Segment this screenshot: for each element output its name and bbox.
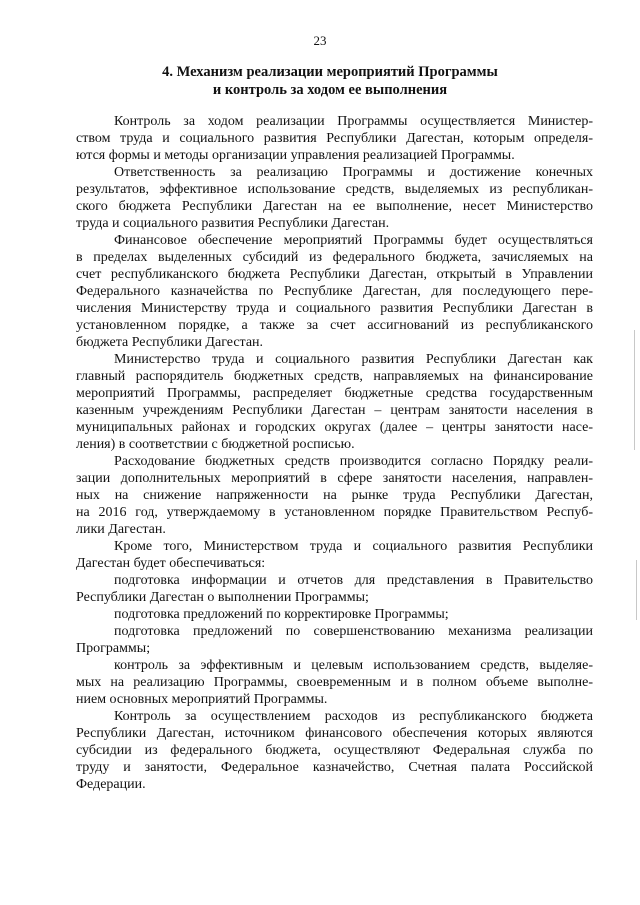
paragraph [76,657,593,708]
paragraph-line: Кроме того, Министерством труда и социального развития Республики [114,539,593,554]
paragraph [76,164,593,232]
paragraph-line: труда и социального развития Республики Дагестан. [76,216,390,231]
paragraph-line: Республики Дагестан, источником финансового обеспечения которых являются [76,726,593,741]
paragraph-line: ются формы и методы организации управления реализацией Программы. [76,148,515,163]
paragraph-line: Федерального казначейства по Республике Дагестан, для последующего пере- [76,284,593,299]
section-heading-line-1: 4. Механизм реализации мероприятий Программы [162,64,498,80]
paragraph-line: Дагестан будет обеспечиваться: [76,556,266,571]
paragraph-line: бюджета Республики Дагестан. [76,335,264,350]
paragraph-line: контроль за эффективным и целевым использованием средств, выделяе- [114,658,593,673]
paragraph-line: результатов, эффективное использование средств, выделяемых из республикан- [76,182,593,197]
paragraph-line: муниципальных районах и городских округах (далее – центры занятости насе- [76,420,593,435]
paragraph-line: Ответственность за реализацию Программы и достижение конечных [114,165,593,180]
body-text [76,113,593,793]
paragraph [76,351,593,453]
paragraph-line: ского бюджета Республики Дагестан на ее выполнение, несет Министерство [76,199,593,214]
paragraph-line: лики Дагестан. [76,522,166,537]
paragraph-line: ством труда и социального развития Республики Дагестан, которым определя- [76,131,593,146]
paragraph-line: подготовка информации и отчетов для представления в Правительство [114,573,593,588]
section-heading-line-2: и контроль за ходом ее выполнения [212,82,448,98]
paragraph-line: казенным учреждениям Республики Дагестан – центрам занятости населения в [76,403,593,418]
section-heading [60,63,600,99]
paragraph-line: Программы; [76,641,151,656]
paragraph [76,232,593,351]
paragraph-line: главный распорядитель бюджетных средств, направляемых на финансирование [76,369,593,384]
paragraph-line: Федерации. [76,777,146,792]
paragraph-line: Министерство труда и социального развития Республики Дагестан как [114,352,593,367]
paragraph-line: на 2016 год, утверждаемому в установленном порядке Правительством Респуб- [76,505,593,520]
paragraph-line: счет республиканского бюджета Республики Дагестан, открытый в Управлении [76,267,593,282]
paragraph-line: установленном порядке, а также за счет ассигнований из республиканского [76,318,593,333]
paragraph-line: мых на реализацию Программы, своевременным и в полном объеме выполне- [76,675,593,690]
page-number: 23 [313,33,327,48]
scan-edge-mark [636,560,637,620]
paragraph-line: Расходование бюджетных средств производится согласно Порядку реали- [114,454,593,469]
paragraph-line: мероприятий Программы, распределяет бюджетные средства государственным [76,386,593,401]
paragraph-line: Контроль за осуществлением расходов из республиканского бюджета [114,709,593,724]
paragraph [76,572,593,606]
paragraph [76,113,593,164]
paragraph-line: нием основных мероприятий Программы. [76,692,328,707]
paragraph [76,538,593,572]
paragraph-line: в пределах выделенных субсидий из федерального бюджета, зачисляемых на [76,250,593,265]
paragraph-line: субсидии из федерального бюджета, осуществляют Федеральная служба по [76,743,593,758]
paragraph-line: Финансовое обеспечение мероприятий Программы будет осуществляться [114,233,593,248]
paragraph [76,708,593,793]
paragraph-line: ных на снижение напряженности на рынке труда Республики Дагестан, [76,488,593,503]
paragraph-line: Контроль за ходом реализации Программы осуществляется Министер- [114,114,593,129]
paragraph-line: подготовка предложений по совершенствованию механизма реализации [114,624,593,639]
scan-edge-mark [634,330,635,450]
paragraph-line: труду и занятости, Федеральное казначейство, Счетная палата Российской [76,760,593,775]
paragraph-line: ления) в соответствии с бюджетной росписью. [76,437,355,452]
paragraph [76,453,593,538]
paragraph-line: Республики Дагестан о выполнении Программы; [76,590,369,605]
paragraph-line: числения Министерству труда и социального развития Республики Дагестан в [76,301,593,316]
paragraph [76,606,593,623]
paragraph-line: подготовка предложений по корректировке Программы; [114,607,449,622]
paragraph-line: зации дополнительных мероприятий в сфере занятости населения, направлен- [76,471,593,486]
paragraph [76,623,593,657]
